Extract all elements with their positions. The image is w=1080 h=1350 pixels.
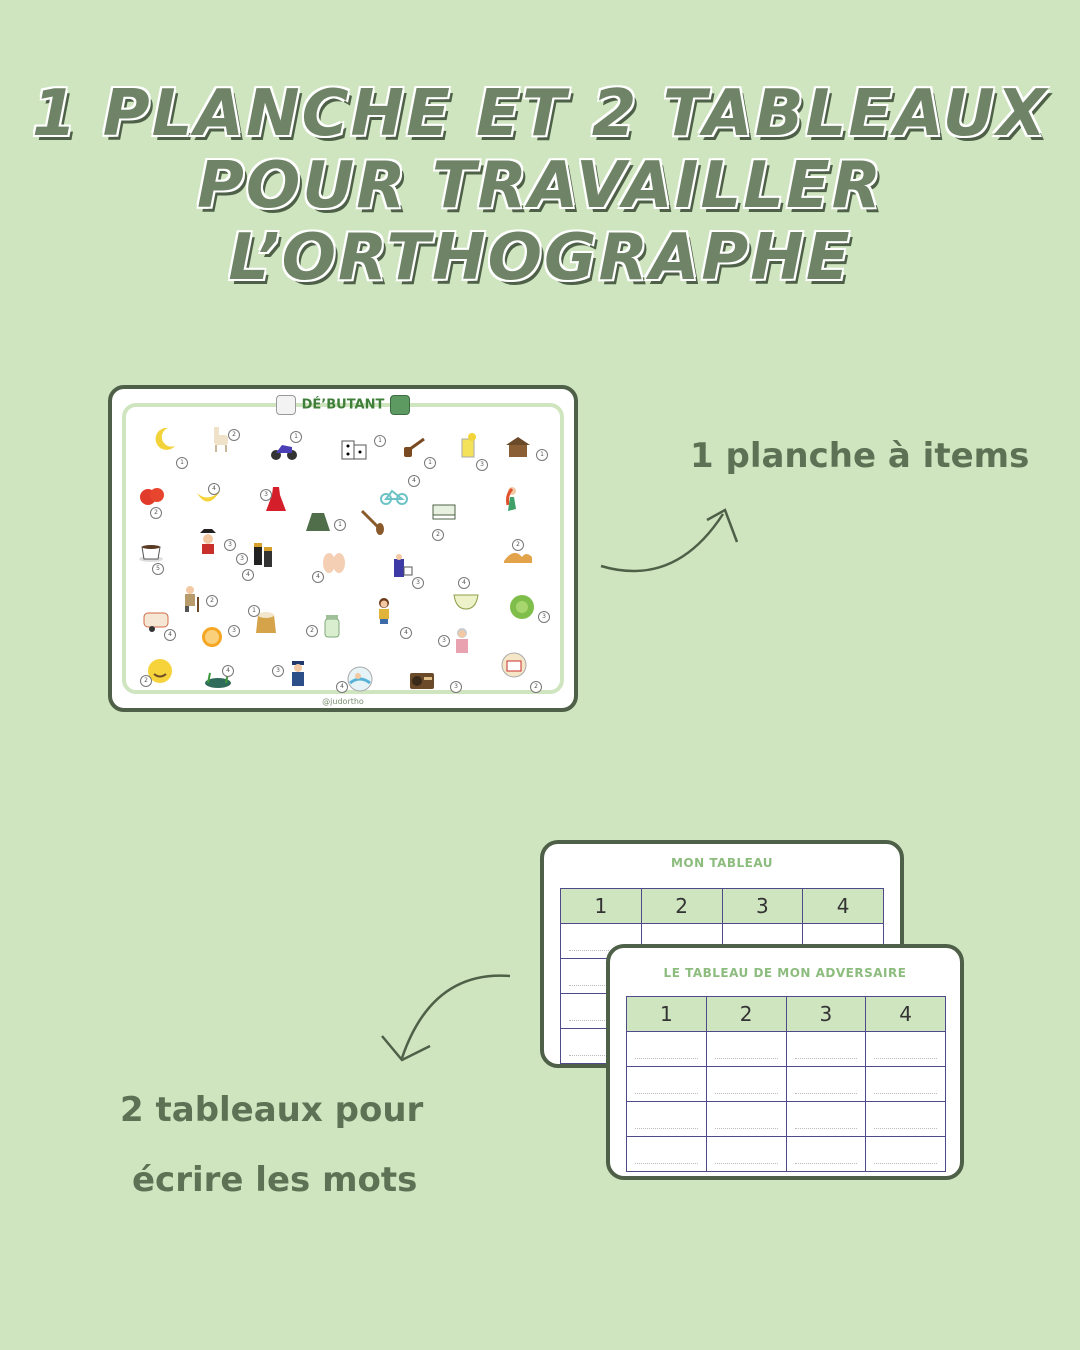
- dominoes-icon: [340, 435, 368, 463]
- opponent-table-card: [606, 944, 964, 1180]
- curved-arrow-icon: [595, 500, 755, 590]
- item-number: 3: [236, 553, 248, 565]
- tables-caption-line-2: écrire les mots: [132, 1160, 418, 1200]
- tables-caption-line-1: 2 tableaux pour: [120, 1090, 424, 1130]
- item-number: 3: [438, 635, 450, 647]
- grandpa-icon: [176, 585, 204, 613]
- mermaid-icon: [498, 485, 526, 513]
- item-number: 2: [432, 529, 444, 541]
- item-number: 3: [272, 665, 284, 677]
- item-number: 4: [208, 483, 220, 495]
- item-number: 3: [228, 625, 240, 637]
- batteries-icon: [250, 541, 278, 569]
- coffee-cup-icon: [138, 537, 166, 565]
- item-number: 2: [150, 507, 162, 519]
- item-number: 3: [538, 611, 550, 623]
- item-number: 4: [312, 571, 324, 583]
- title-line-3: L’ORTHOGRAPHE: [228, 221, 852, 295]
- police-officer-icon: [284, 659, 312, 687]
- item-number: 2: [206, 595, 218, 607]
- dice-icon-green: [390, 395, 410, 415]
- paddle-icon: [358, 507, 386, 535]
- lemonade-icon: [454, 431, 482, 459]
- item-number: 1: [248, 605, 260, 617]
- table-header: 2: [706, 997, 786, 1032]
- item-number: 2: [306, 625, 318, 637]
- bicycle-icon: [380, 481, 408, 509]
- moon-icon: [150, 425, 178, 453]
- reading-book-icon: [500, 651, 528, 679]
- item-number: 1: [290, 431, 302, 443]
- skirt-icon: [304, 507, 332, 535]
- item-number: 1: [176, 457, 188, 469]
- item-number: 1: [334, 519, 346, 531]
- item-number: 2: [512, 539, 524, 551]
- item-number: 1: [374, 435, 386, 447]
- radio-icon: [408, 665, 436, 693]
- item-number: 4: [222, 665, 234, 677]
- girl-icon: [370, 597, 398, 625]
- piano-icon: [430, 497, 458, 525]
- my-table-title: MON TABLEAU: [670, 856, 774, 870]
- item-number: 3: [260, 489, 272, 501]
- opponent-table-title: LE TABLEAU DE MON ADVERSAIRE: [663, 966, 907, 980]
- hut-icon: [504, 433, 532, 461]
- swimmer-icon: [346, 665, 374, 693]
- table-header: 1: [561, 889, 642, 924]
- curved-arrow-down-icon: [372, 966, 522, 1070]
- table-row: [627, 1032, 946, 1067]
- table-header: 4: [803, 889, 884, 924]
- table-row: [627, 1137, 946, 1172]
- item-number: 3: [224, 539, 236, 551]
- table-header: 4: [866, 997, 946, 1032]
- hands-icon: [320, 549, 348, 577]
- item-number: 2: [140, 675, 152, 687]
- item-number: 4: [336, 681, 348, 693]
- mechanic-icon: [388, 553, 416, 581]
- cabbage-icon: [508, 593, 536, 621]
- bowl-icon: [452, 585, 480, 613]
- board-title-text: DÉ’BUTANT: [301, 397, 385, 413]
- grandma-icon: [448, 627, 476, 655]
- item-number: 4: [400, 627, 412, 639]
- item-number: 4: [408, 475, 420, 487]
- item-number: 4: [164, 629, 176, 641]
- table-header: 3: [722, 889, 803, 924]
- table-header: 1: [627, 997, 707, 1032]
- opponent-table: [626, 996, 946, 1172]
- item-number: 3: [412, 577, 424, 589]
- board-handle: @judortho: [322, 697, 364, 706]
- title-line-1: 1 PLANCHE ET 2 TABLEAUX: [31, 77, 1049, 151]
- page-title: [0, 78, 1080, 294]
- item-number: 3: [450, 681, 462, 693]
- tomatoes-icon: [138, 481, 166, 509]
- item-number: 4: [242, 569, 254, 581]
- pipe-icon: [400, 433, 428, 461]
- table-row: [627, 1067, 946, 1102]
- item-number: 2: [530, 681, 542, 693]
- pirate-icon: [194, 527, 222, 555]
- item-number: 5: [152, 563, 164, 575]
- item-number: 4: [458, 577, 470, 589]
- item-number: 1: [536, 449, 548, 461]
- dice-icon: [276, 395, 296, 415]
- orange-slice-icon: [198, 623, 226, 651]
- board-caption: 1 planche à items: [690, 436, 1030, 476]
- jar-icon: [318, 611, 346, 639]
- item-number: 2: [228, 429, 240, 441]
- table-header: 2: [641, 889, 722, 924]
- table-row: [627, 1102, 946, 1137]
- table-header: 3: [786, 997, 866, 1032]
- item-number: 3: [476, 459, 488, 471]
- items-board-preview: [108, 385, 578, 712]
- board-title: [112, 395, 574, 415]
- title-line-2: POUR TRAVAILLER: [196, 149, 884, 223]
- item-number: 1: [424, 457, 436, 469]
